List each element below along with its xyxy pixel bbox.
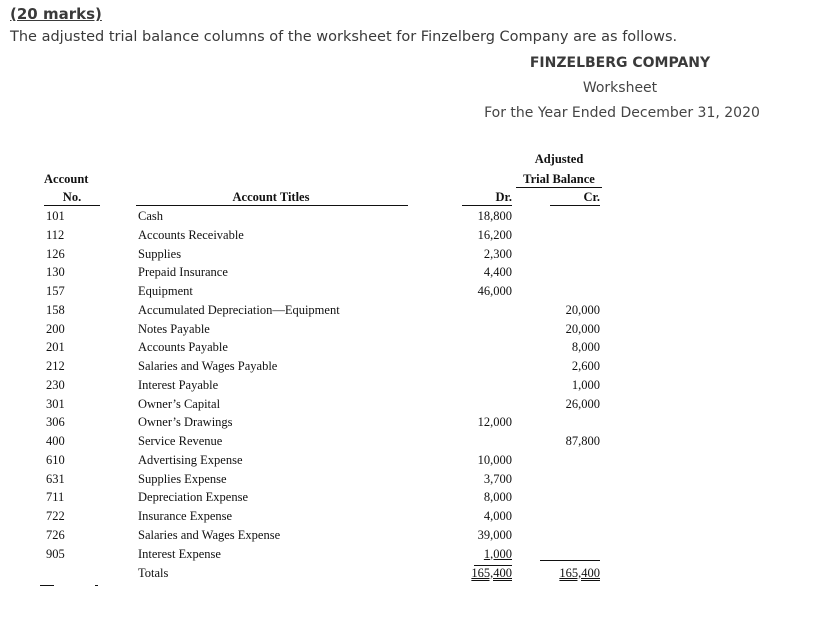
- titles-underline: [136, 205, 408, 206]
- credit-amount: 20,000: [565, 321, 600, 336]
- total-debit: 165,400: [471, 566, 512, 580]
- account-number: 126: [46, 246, 65, 261]
- credit-amount: 26,000: [565, 396, 600, 411]
- account-number: 212: [46, 359, 65, 373]
- page-rule-fragment-dot: [95, 585, 98, 586]
- account-titles-header: Account Titles: [232, 190, 310, 204]
- account-no-header: No.: [62, 190, 82, 204]
- account-no-underline: [44, 205, 100, 206]
- account-title: Owner’s Drawings: [138, 415, 233, 430]
- debit-header: Dr.: [495, 190, 512, 204]
- account-title: Equipment: [138, 284, 193, 298]
- account-title: Service Revenue: [138, 434, 223, 448]
- credit-total-rule: [540, 560, 600, 561]
- account-title: Prepaid Insurance: [138, 265, 228, 280]
- account-number: 200: [46, 321, 65, 336]
- account-title: Cash: [138, 209, 163, 223]
- account-number: 130: [46, 265, 65, 280]
- marks-label: (20 marks): [10, 5, 102, 23]
- company-name: FINZELBERG COMPANY: [529, 55, 711, 71]
- credit-amount: 2,600: [571, 359, 600, 373]
- account-title: Supplies Expense: [138, 471, 227, 486]
- debit-amount: 4,000: [483, 509, 512, 523]
- account-number: 157: [46, 284, 65, 298]
- account-title: Interest Payable: [138, 377, 219, 392]
- debit-amount: 39,000: [477, 527, 512, 542]
- account-number: 400: [46, 434, 65, 448]
- account-number: 158: [46, 302, 65, 317]
- account-number: 722: [46, 509, 65, 523]
- account-number: 230: [46, 377, 65, 392]
- account-number: 101: [46, 209, 65, 223]
- account-title: Notes Payable: [138, 321, 210, 336]
- account-title: Salaries and Wages Payable: [138, 359, 278, 373]
- account-title: Interest Expense: [138, 546, 221, 561]
- worksheet-title: Worksheet: [582, 80, 658, 96]
- credit-amount: 8,000: [571, 340, 600, 355]
- account-header: Account: [44, 172, 89, 186]
- debit-amount: 12,000: [477, 415, 512, 430]
- account-number: 112: [46, 227, 65, 242]
- debit-amount: 46,000: [477, 284, 512, 298]
- account-title: Accounts Payable: [138, 340, 228, 355]
- debit-underline: [462, 205, 512, 206]
- debit-amount: 4,400: [483, 265, 512, 280]
- credit-amount: 1,000: [571, 377, 600, 392]
- account-number: 301: [46, 396, 65, 411]
- credit-underline: [550, 205, 600, 206]
- debit-amount: 16,200: [477, 227, 512, 242]
- account-title: Depreciation Expense: [138, 490, 249, 505]
- account-title: Insurance Expense: [138, 509, 233, 523]
- account-number: 306: [46, 415, 65, 430]
- account-number: 726: [46, 527, 65, 542]
- debit-amount: 3,700: [483, 471, 512, 486]
- trial-balance-underline: [516, 187, 602, 188]
- page-rule-fragment: [40, 585, 54, 586]
- account-title: Accumulated Depreciation—Equipment: [138, 302, 340, 317]
- account-number: 711: [46, 490, 65, 505]
- totals-label: Totals: [138, 566, 169, 580]
- trial-balance-header: Trial Balance: [523, 172, 595, 186]
- credit-amount: 87,800: [565, 434, 600, 448]
- credit-amount: 20,000: [565, 302, 600, 317]
- account-title: Salaries and Wages Expense: [138, 527, 281, 542]
- adjusted-header: Adjusted: [534, 152, 584, 166]
- debit-amount: 8,000: [483, 490, 512, 505]
- debit-amount: 10,000: [477, 452, 512, 467]
- account-number: 905: [46, 546, 65, 561]
- account-title: Owner’s Capital: [138, 396, 221, 411]
- period-line: For the Year Ended December 31, 2020: [484, 105, 760, 121]
- account-number: 631: [46, 471, 65, 486]
- debit-amount: 18,800: [477, 209, 512, 223]
- account-title: Accounts Receivable: [138, 227, 244, 242]
- account-number: 201: [46, 340, 65, 355]
- debit-amount: 2,300: [483, 246, 512, 261]
- debit-amount: 1,000: [483, 546, 512, 561]
- credit-header: Cr.: [583, 190, 600, 204]
- account-title: Advertising Expense: [138, 452, 243, 467]
- account-number: 610: [46, 452, 65, 467]
- total-credit: 165,400: [559, 566, 600, 580]
- intro-text: The adjusted trial balance columns of the worksheet for Finzelberg Company are as follows.: [10, 29, 678, 45]
- account-title: Supplies: [138, 246, 182, 261]
